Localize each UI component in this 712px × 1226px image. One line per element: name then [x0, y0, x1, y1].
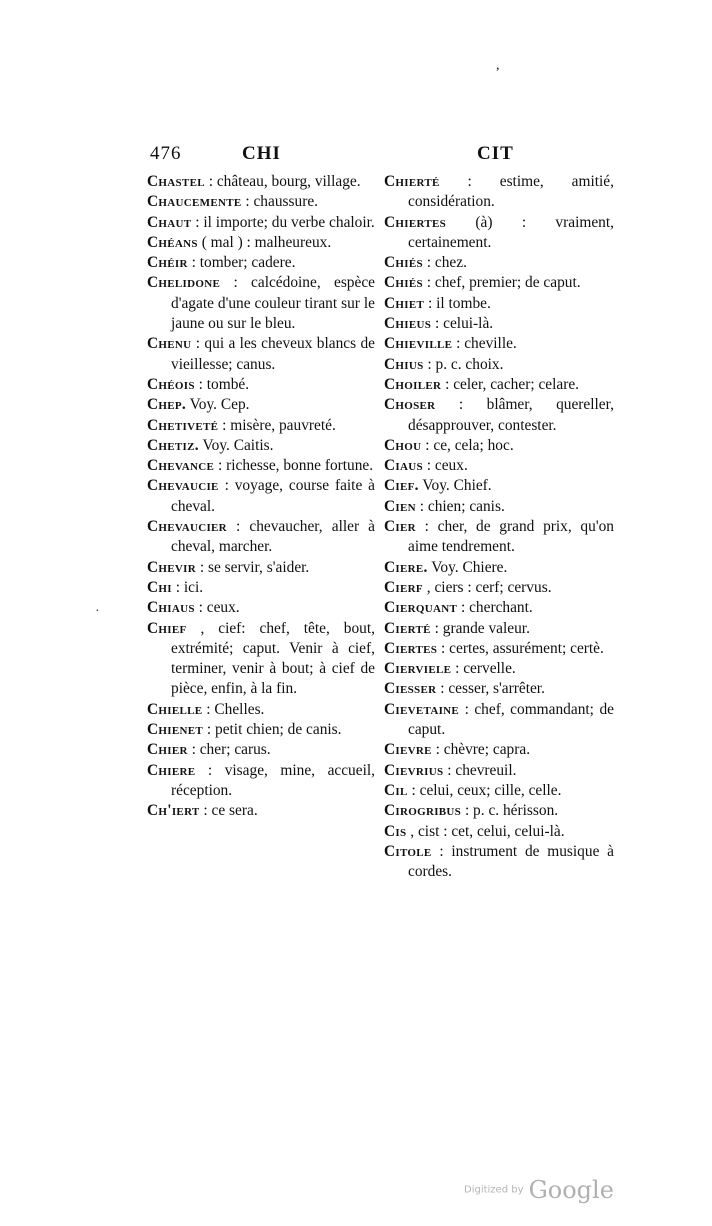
entry-definition: : chef, premier; de caput.: [426, 274, 581, 292]
dictionary-entry: [384, 781, 614, 801]
entry-headword: Cien: [384, 497, 416, 515]
dictionary-entry: [147, 233, 375, 253]
dictionary-entry: [147, 395, 375, 415]
dictionary-entry: [384, 639, 614, 659]
entry-headword: Ciesser: [384, 680, 437, 698]
entry-definition: : cesser, s'arrêter.: [440, 680, 545, 698]
entry-headword: Cierf: [384, 578, 423, 596]
entry-headword: Cierviele: [384, 660, 452, 678]
entry-headword: Chiet: [384, 294, 425, 312]
dictionary-entry: [384, 314, 614, 334]
entry-headword: Choiler: [384, 375, 442, 393]
dictionary-entry: [384, 679, 614, 699]
entry-definition: : il tombe.: [428, 294, 491, 312]
dictionary-entry: [384, 253, 614, 273]
entry-definition: : celer, cacher; celare.: [445, 375, 580, 393]
entry-definition: : chien; canis.: [419, 497, 505, 515]
entry-headword: Chou: [384, 436, 422, 454]
entry-definition: : celui-là.: [435, 315, 494, 333]
dictionary-entry: [384, 822, 614, 842]
entry-headword: Chieus: [384, 315, 432, 333]
entry-headword: Chéans: [147, 233, 198, 251]
dictionary-entry: [384, 375, 614, 395]
dictionary-entry: [147, 578, 375, 598]
dictionary-entry: [147, 253, 375, 273]
entry-definition: : qui a les cheveux blancs de vieillesse; canus.: [171, 335, 375, 373]
entry-headword: Chevaucier: [147, 518, 227, 536]
dictionary-entry: [384, 659, 614, 679]
entry-definition: : ici.: [175, 578, 204, 596]
left-guide-word: CHI: [242, 143, 281, 164]
entry-definition: : cheville.: [456, 335, 517, 353]
dictionary-entry: [147, 456, 375, 476]
entry-definition: : calcédoine, espèce d'agate d'une couleur tirant sur le jaune ou sur le bleu.: [171, 274, 375, 333]
right-guide-word: CIT: [477, 143, 514, 164]
dictionary-entry: [147, 740, 375, 760]
entry-definition: : tombé.: [198, 375, 250, 393]
dictionary-entry: [384, 294, 614, 314]
entry-definition: : cher; carus.: [191, 741, 271, 759]
dictionary-entry: [384, 558, 614, 578]
entry-definition: Voy. Caitis.: [202, 436, 274, 454]
page-number: 476: [150, 143, 182, 164]
entry-definition: : Chelles.: [206, 700, 265, 718]
entry-definition: : chaussure.: [245, 193, 318, 211]
entry-definition: : misère, pauvreté.: [222, 416, 336, 434]
dictionary-entry: [384, 619, 614, 639]
dictionary-entry: [147, 436, 375, 456]
entry-headword: Chielle: [147, 700, 203, 718]
entry-headword: Cierté: [384, 619, 431, 637]
entry-definition: : il importe; du verbe chaloir.: [195, 213, 375, 231]
entry-headword: Chevance: [147, 457, 215, 475]
entry-definition: Voy. Cep.: [189, 396, 250, 414]
entry-definition: : chèvre; capra.: [435, 741, 531, 759]
right-column: [384, 172, 614, 882]
dictionary-entry: [147, 375, 375, 395]
entry-definition: : se servir, s'aider.: [199, 558, 310, 576]
entry-headword: Cief.: [384, 477, 419, 495]
entry-definition: : visage, mine, accueil, réception.: [171, 761, 375, 799]
entry-definition: (à) : vraiment, certainement.: [408, 213, 614, 251]
entry-headword: Cil: [384, 781, 408, 799]
entry-definition: , ciers : cerf; cervus.: [426, 578, 552, 596]
entry-headword: Chevir: [147, 558, 196, 576]
entry-headword: Chelidone: [147, 274, 221, 292]
entry-definition: : estime, amitié, considération.: [408, 173, 614, 211]
dictionary-entry: [384, 842, 614, 883]
entry-headword: Chiés: [384, 254, 423, 272]
top-mark: ,: [496, 58, 500, 73]
entry-headword: Chéois: [147, 375, 195, 393]
dictionary-entry: [384, 436, 614, 456]
dictionary-entry: [147, 192, 375, 212]
entry-definition: : cervelle.: [455, 660, 516, 678]
entry-headword: Choser: [384, 396, 436, 414]
dictionary-entry: [384, 334, 614, 354]
entry-headword: Cis: [384, 822, 407, 840]
entry-definition: Voy. Chief.: [422, 477, 492, 495]
left-column: [147, 172, 375, 822]
entry-headword: Chienet: [147, 721, 204, 739]
entry-headword: Chastel: [147, 173, 205, 190]
entry-definition: : instrument de musique à cordes.: [408, 842, 614, 881]
entry-definition: : chevaucher, aller à cheval, marcher.: [171, 518, 375, 556]
entry-definition: : celui, ceux; cille, celle.: [411, 781, 562, 799]
entry-definition: : ceux.: [198, 599, 240, 617]
entry-headword: Ciere.: [384, 558, 428, 576]
entry-definition: : petit chien; de canis.: [206, 721, 342, 739]
dictionary-entry: [384, 395, 614, 436]
entry-definition: : grande valeur.: [434, 619, 530, 637]
entry-headword: Chiaus: [147, 599, 195, 617]
entry-definition: : chef, commandant; de caput.: [408, 700, 614, 739]
entry-headword: Chaut: [147, 213, 192, 231]
entry-definition: : blâmer, quereller, désapprouver, contester.: [408, 396, 614, 434]
dictionary-entry: [384, 578, 614, 598]
dictionary-entry: [384, 273, 614, 293]
dictionary-entry: [384, 761, 614, 781]
dictionary-entry: [147, 172, 375, 192]
entry-definition: : p. c. choix.: [427, 355, 504, 373]
dictionary-entry: [147, 476, 375, 517]
dictionary-entry: [384, 497, 614, 517]
entry-headword: Cierquant: [384, 599, 458, 617]
dictionary-entry: [147, 761, 375, 802]
dictionary-entry: [384, 517, 614, 558]
dictionary-entry: [384, 740, 614, 760]
entry-headword: Cievre: [384, 741, 432, 759]
stray-dot-mark: ·: [95, 604, 100, 619]
entry-definition: , cief: chef, tête, bout, extrémité; caput. Venir à cief, terminer, venir à bout; à cief de pièce, enfin, à la fin.: [171, 619, 375, 698]
dictionary-entry: [384, 476, 614, 496]
entry-headword: Chetiz.: [147, 436, 199, 454]
dictionary-entry: [384, 213, 614, 254]
entry-definition: : tomber; cadere.: [191, 254, 296, 272]
dictionary-entry: [384, 700, 614, 741]
dictionary-entry: [147, 598, 375, 618]
entry-definition: : certes, assurément; certè.: [441, 639, 604, 657]
dictionary-entry: [384, 456, 614, 476]
dictionary-entry: [147, 619, 375, 700]
dictionary-entry: [147, 700, 375, 720]
entry-headword: Chier: [147, 741, 188, 759]
entry-headword: Chetiveté: [147, 416, 219, 434]
dictionary-entry: [147, 720, 375, 740]
dictionary-entry: [147, 334, 375, 375]
dictionary-entry: [147, 517, 375, 558]
entry-definition: : ce, cela; hoc.: [425, 436, 514, 454]
entry-headword: Chiere: [147, 761, 196, 779]
entry-headword: Chieville: [384, 335, 453, 353]
dictionary-entry: [384, 801, 614, 821]
entry-definition: : richesse, bonne fortune.: [217, 457, 374, 475]
entry-headword: Chierté: [384, 173, 440, 190]
entry-headword: Ciaus: [384, 457, 423, 475]
entry-definition: : p. c. hérisson.: [464, 802, 559, 820]
entry-definition: Voy. Chiere.: [431, 558, 508, 576]
dictionary-entry: [384, 598, 614, 618]
entry-headword: Chiés: [384, 274, 423, 292]
entry-headword: Chéir: [147, 254, 188, 272]
dictionary-entry: [384, 172, 614, 213]
dictionary-entry: [147, 801, 375, 821]
dictionary-entry: [147, 273, 375, 334]
entry-headword: Chius: [384, 355, 424, 373]
google-logo: Google: [528, 1176, 614, 1204]
entry-headword: Chiertes: [384, 213, 447, 231]
watermark-prefix: Digitized by: [464, 1184, 524, 1196]
entry-definition: : château, bourg, village.: [208, 173, 361, 190]
entry-headword: Chep.: [147, 396, 187, 414]
entry-headword: Chi: [147, 578, 172, 596]
entry-definition: , cist : cet, celui, celui-là.: [410, 822, 565, 840]
entry-definition: : chez.: [426, 254, 467, 272]
entry-definition: : cher, de grand prix, qu'on aime tendrement.: [408, 518, 614, 556]
entry-definition: : ce sera.: [203, 802, 258, 820]
entry-definition: : ceux.: [426, 457, 468, 475]
entry-definition: : voyage, course faite à cheval.: [171, 477, 375, 515]
entry-headword: Chevaucie: [147, 477, 219, 495]
dictionary-entry: [384, 355, 614, 375]
digitization-watermark: [464, 1176, 614, 1204]
dictionary-entry: [147, 558, 375, 578]
entry-headword: Cier: [384, 518, 416, 536]
entry-headword: Chaucemente: [147, 193, 242, 211]
entry-headword: Ch'iert: [147, 802, 200, 820]
entry-headword: Cirogribus: [384, 802, 462, 820]
dictionary-entry: [147, 213, 375, 233]
entry-headword: Ciertes: [384, 639, 438, 657]
entry-definition: : chevreuil.: [447, 761, 517, 779]
entry-headword: Chief: [147, 619, 187, 637]
entry-headword: Cievetaine: [384, 700, 460, 718]
dictionary-entry: [147, 416, 375, 436]
entry-definition: ( mal ) : malheureux.: [201, 233, 332, 251]
entry-headword: Chenu: [147, 335, 192, 353]
entry-definition: : cherchant.: [460, 599, 533, 617]
entry-headword: Cievrius: [384, 761, 444, 779]
entry-headword: Citole: [384, 842, 432, 860]
